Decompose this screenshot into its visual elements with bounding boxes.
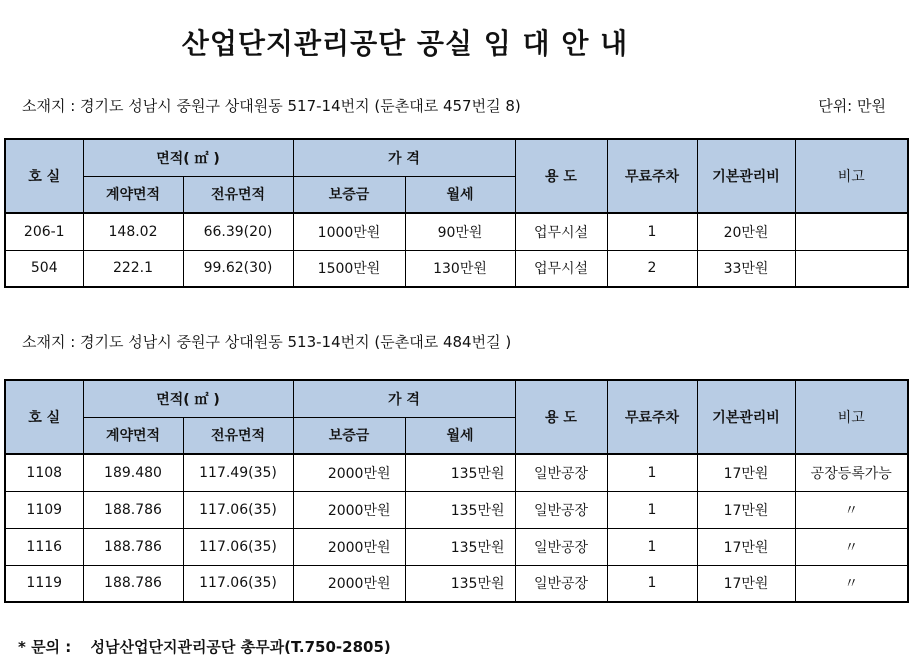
table-row [5, 528, 908, 565]
cell-contract-area: 188.786 [83, 565, 183, 602]
cell-rent: 135만원 [405, 491, 515, 528]
cell-rent: 90만원 [405, 213, 515, 250]
cell-deposit: 1500만원 [293, 250, 405, 287]
cell-remark: 〃 [795, 491, 908, 528]
cell-exclusive-area: 117.06(35) [183, 565, 293, 602]
cell-parking: 1 [607, 565, 697, 602]
cell-use: 업무시설 [515, 250, 607, 287]
cell-room: 1109 [5, 491, 83, 528]
cell-room: 1119 [5, 565, 83, 602]
header-price: 가 격 [293, 380, 515, 417]
cell-rent: 135만원 [405, 454, 515, 491]
header-price: 가 격 [293, 139, 515, 176]
cell-exclusive-area: 99.62(30) [183, 250, 293, 287]
header-remark: 비고 [795, 139, 908, 213]
cell-contract-area: 222.1 [83, 250, 183, 287]
page-title: 산업단지관리공단 공실 임 대 안 내 [181, 27, 629, 60]
cell-exclusive-area: 117.06(35) [183, 491, 293, 528]
header-parking: 무료주차 [607, 380, 697, 454]
cell-parking: 1 [607, 528, 697, 565]
cell-remark: 〃 [795, 565, 908, 602]
location-text: 소재지 : 경기도 성남시 중원구 상대원동 513-14번지 (둔촌대로 484번길 ) [22, 333, 512, 351]
cell-deposit: 2000만원 [293, 528, 405, 565]
cell-contract-area: 188.786 [83, 528, 183, 565]
contact-info [18, 636, 391, 657]
cell-fee: 20만원 [697, 213, 795, 250]
header-exclusive-area: 전유면적 [183, 417, 293, 454]
cell-parking: 1 [607, 454, 697, 491]
cell-room: 504 [5, 250, 83, 287]
header-fee: 기본관리비 [697, 139, 795, 213]
cell-deposit: 2000만원 [293, 565, 405, 602]
vacancy-table-2 [4, 379, 909, 603]
cell-use: 일반공장 [515, 454, 607, 491]
table-row [5, 491, 908, 528]
table-row [5, 213, 908, 250]
cell-use: 일반공장 [515, 491, 607, 528]
cell-remark [795, 250, 908, 287]
header-area: 면적( ㎡ ) [83, 139, 293, 176]
header-use: 용 도 [515, 380, 607, 454]
cell-fee: 17만원 [697, 565, 795, 602]
contact-label: * 문의 : [18, 638, 72, 656]
header-deposit: 보증금 [293, 417, 405, 454]
cell-use: 업무시설 [515, 213, 607, 250]
header-rent: 월세 [405, 417, 515, 454]
cell-fee: 17만원 [697, 528, 795, 565]
header-fee: 기본관리비 [697, 380, 795, 454]
header-rent: 월세 [405, 176, 515, 213]
header-contract-area: 계약면적 [83, 417, 183, 454]
cell-exclusive-area: 117.06(35) [183, 528, 293, 565]
header-exclusive-area: 전유면적 [183, 176, 293, 213]
cell-remark: 공장등록가능 [795, 454, 908, 491]
cell-fee: 17만원 [697, 491, 795, 528]
cell-contract-area: 189.480 [83, 454, 183, 491]
header-room: 호 실 [5, 380, 83, 454]
cell-fee: 33만원 [697, 250, 795, 287]
cell-rent: 130만원 [405, 250, 515, 287]
header-deposit: 보증금 [293, 176, 405, 213]
cell-remark: 〃 [795, 528, 908, 565]
table-row [5, 250, 908, 287]
cell-room: 1108 [5, 454, 83, 491]
vacancy-table-1 [4, 138, 909, 288]
contact-value: 성남산업단지관리공단 총무과(T.750-2805) [90, 638, 391, 656]
cell-parking: 2 [607, 250, 697, 287]
table-row [5, 565, 908, 602]
cell-room: 1116 [5, 528, 83, 565]
cell-deposit: 1000만원 [293, 213, 405, 250]
cell-use: 일반공장 [515, 528, 607, 565]
header-room: 호 실 [5, 139, 83, 213]
cell-use: 일반공장 [515, 565, 607, 602]
cell-contract-area: 148.02 [83, 213, 183, 250]
cell-parking: 1 [607, 213, 697, 250]
location-text: 소재지 : 경기도 성남시 중원구 상대원동 517-14번지 (둔촌대로 457번길 8) [22, 97, 521, 115]
cell-contract-area: 188.786 [83, 491, 183, 528]
table-row [5, 454, 908, 491]
cell-fee: 17만원 [697, 454, 795, 491]
cell-deposit: 2000만원 [293, 491, 405, 528]
header-area: 면적( ㎡ ) [83, 380, 293, 417]
cell-exclusive-area: 117.49(35) [183, 454, 293, 491]
unit-label: 단위: 만원 [818, 97, 886, 115]
header-contract-area: 계약면적 [83, 176, 183, 213]
cell-deposit: 2000만원 [293, 454, 405, 491]
header-parking: 무료주차 [607, 139, 697, 213]
cell-rent: 135만원 [405, 528, 515, 565]
cell-parking: 1 [607, 491, 697, 528]
cell-rent: 135만원 [405, 565, 515, 602]
cell-room: 206-1 [5, 213, 83, 250]
cell-remark [795, 213, 908, 250]
header-remark: 비고 [795, 380, 908, 454]
cell-exclusive-area: 66.39(20) [183, 213, 293, 250]
header-use: 용 도 [515, 139, 607, 213]
